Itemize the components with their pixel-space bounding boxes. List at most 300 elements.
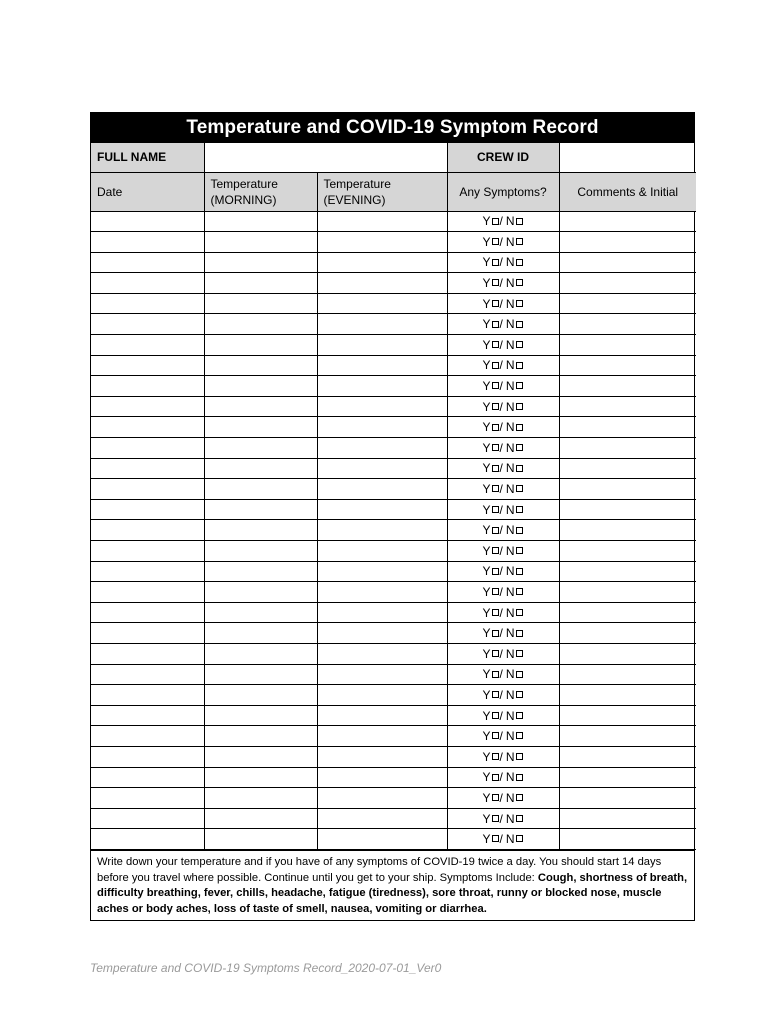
temp-evening-cell[interactable] [317, 499, 447, 520]
no-label: N [505, 523, 515, 538]
yn-separator: / [499, 337, 503, 352]
symptoms-cell [447, 520, 559, 541]
no-label: N [505, 399, 515, 414]
temp-evening-cell[interactable] [317, 252, 447, 273]
no-label: N [505, 502, 515, 517]
no-label: N [505, 749, 515, 764]
temp-evening-cell[interactable] [317, 664, 447, 685]
yes-label: Y [482, 440, 491, 455]
no-checkbox[interactable] [516, 300, 523, 307]
comments-cell[interactable] [559, 808, 696, 829]
no-checkbox[interactable] [516, 506, 523, 513]
date-cell[interactable] [91, 335, 204, 356]
yes-checkbox[interactable] [492, 527, 499, 534]
no-checkbox[interactable] [516, 650, 523, 657]
no-label: N [505, 646, 515, 661]
temp-morning-cell[interactable] [204, 396, 317, 417]
comments-cell[interactable] [559, 582, 696, 603]
yes-label: Y [482, 482, 491, 497]
yn-separator: / [499, 687, 503, 702]
temp-evening-cell[interactable] [317, 726, 447, 747]
date-cell[interactable] [91, 664, 204, 685]
yes-checkbox[interactable] [492, 609, 499, 616]
table-row [91, 376, 696, 397]
no-checkbox[interactable] [516, 527, 523, 534]
no-label: N [505, 543, 515, 558]
temp-evening-cell[interactable] [317, 438, 447, 459]
symptoms-cell [447, 705, 559, 726]
date-cell[interactable] [91, 685, 204, 706]
yn-separator: / [499, 379, 503, 394]
date-cell[interactable] [91, 479, 204, 500]
comments-cell[interactable] [559, 335, 696, 356]
yes-label: Y [482, 502, 491, 517]
temp-morning-cell[interactable] [204, 211, 317, 232]
yes-label: Y [482, 667, 491, 682]
comments-cell[interactable] [559, 376, 696, 397]
yes-checkbox[interactable] [492, 279, 499, 286]
no-label: N [505, 790, 515, 805]
temp-morning-cell[interactable] [204, 520, 317, 541]
comments-cell[interactable] [559, 829, 696, 850]
temp-evening-cell[interactable] [317, 273, 447, 294]
name-row [91, 143, 696, 172]
date-cell[interactable] [91, 293, 204, 314]
yes-checkbox[interactable] [492, 650, 499, 657]
yn-separator: / [499, 214, 503, 229]
comments-cell[interactable] [559, 664, 696, 685]
yes-label: Y [482, 296, 491, 311]
date-cell[interactable] [91, 746, 204, 767]
yn-separator: / [499, 811, 503, 826]
comments-cell[interactable] [559, 643, 696, 664]
temp-morning-cell[interactable] [204, 561, 317, 582]
yn-separator: / [499, 729, 503, 744]
symptoms-cell [447, 602, 559, 623]
col-header-comments: Comments & Initial [559, 172, 696, 211]
date-cell[interactable] [91, 808, 204, 829]
table-row [91, 808, 696, 829]
yes-label: Y [482, 214, 491, 229]
comments-cell[interactable] [559, 396, 696, 417]
no-checkbox[interactable] [516, 774, 523, 781]
table-row [91, 685, 696, 706]
yes-checkbox[interactable] [492, 403, 499, 410]
yes-checkbox[interactable] [492, 321, 499, 328]
table-row [91, 561, 696, 582]
yes-label: Y [482, 749, 491, 764]
table-row [91, 602, 696, 623]
date-cell[interactable] [91, 788, 204, 809]
table-row [91, 499, 696, 520]
comments-cell[interactable] [559, 788, 696, 809]
symptoms-cell [447, 458, 559, 479]
yn-separator: / [499, 564, 503, 579]
date-cell[interactable] [91, 396, 204, 417]
yes-label: Y [482, 420, 491, 435]
symptoms-cell [447, 643, 559, 664]
no-label: N [505, 667, 515, 682]
temp-morning-cell[interactable] [204, 623, 317, 644]
yn-separator: / [499, 440, 503, 455]
no-checkbox[interactable] [516, 485, 523, 492]
no-checkbox[interactable] [516, 671, 523, 678]
table-row [91, 396, 696, 417]
table-row [91, 726, 696, 747]
yn-separator: / [499, 770, 503, 785]
yes-label: Y [482, 729, 491, 744]
date-cell[interactable] [91, 541, 204, 562]
no-checkbox[interactable] [516, 259, 523, 266]
temp-morning-cell[interactable] [204, 746, 317, 767]
no-checkbox[interactable] [516, 279, 523, 286]
yes-checkbox[interactable] [492, 382, 499, 389]
no-label: N [505, 832, 515, 847]
temp-evening-cell[interactable] [317, 396, 447, 417]
temp-evening-cell[interactable] [317, 458, 447, 479]
no-checkbox[interactable] [516, 547, 523, 554]
no-label: N [505, 296, 515, 311]
symptoms-cell [447, 396, 559, 417]
yn-separator: / [499, 502, 503, 517]
symptoms-cell [447, 788, 559, 809]
symptoms-cell [447, 582, 559, 603]
comments-cell[interactable] [559, 252, 696, 273]
comments-cell[interactable] [559, 458, 696, 479]
temp-morning-cell[interactable] [204, 273, 317, 294]
yes-label: Y [482, 770, 491, 785]
temp-evening-cell[interactable] [317, 479, 447, 500]
yn-separator: / [499, 832, 503, 847]
yes-checkbox[interactable] [492, 794, 499, 801]
temp-evening-cell[interactable] [317, 705, 447, 726]
no-checkbox[interactable] [516, 444, 523, 451]
no-checkbox[interactable] [516, 630, 523, 637]
symptoms-cell [447, 623, 559, 644]
comments-cell[interactable] [559, 767, 696, 788]
table-row [91, 520, 696, 541]
temp-morning-cell[interactable] [204, 438, 317, 459]
date-cell[interactable] [91, 829, 204, 850]
yes-checkbox[interactable] [492, 259, 499, 266]
date-cell[interactable] [91, 438, 204, 459]
date-cell[interactable] [91, 643, 204, 664]
yes-label: Y [482, 379, 491, 394]
symptoms-cell [447, 376, 559, 397]
comments-cell[interactable] [559, 355, 696, 376]
date-cell[interactable] [91, 726, 204, 747]
yn-separator: / [499, 523, 503, 538]
no-checkbox[interactable] [516, 218, 523, 225]
temp-morning-cell[interactable] [204, 252, 317, 273]
comments-cell[interactable] [559, 314, 696, 335]
symptoms-cell [447, 479, 559, 500]
temp-morning-cell[interactable] [204, 643, 317, 664]
full-name-field[interactable] [204, 143, 447, 172]
yes-label: Y [482, 399, 491, 414]
no-label: N [505, 255, 515, 270]
temp-evening-cell[interactable] [317, 314, 447, 335]
symptoms-cell [447, 561, 559, 582]
temp-evening-cell[interactable] [317, 788, 447, 809]
table-row [91, 705, 696, 726]
instructions-note [91, 850, 694, 920]
temp-morning-cell[interactable] [204, 685, 317, 706]
table-row [91, 541, 696, 562]
temp-morning-cell[interactable] [204, 417, 317, 438]
comments-cell[interactable] [559, 623, 696, 644]
comments-cell[interactable] [559, 685, 696, 706]
comments-cell[interactable] [559, 520, 696, 541]
date-cell[interactable] [91, 561, 204, 582]
temp-morning-cell[interactable] [204, 314, 317, 335]
temp-morning-cell[interactable] [204, 705, 317, 726]
no-checkbox[interactable] [516, 732, 523, 739]
date-cell[interactable] [91, 705, 204, 726]
comments-cell[interactable] [559, 561, 696, 582]
date-cell[interactable] [91, 458, 204, 479]
temp-morning-cell[interactable] [204, 808, 317, 829]
temp-evening-cell[interactable] [317, 623, 447, 644]
symptoms-cell [447, 541, 559, 562]
no-label: N [505, 379, 515, 394]
table-row [91, 582, 696, 603]
temp-evening-cell[interactable] [317, 355, 447, 376]
crew-id-label: CREW ID [447, 143, 559, 172]
comments-cell[interactable] [559, 479, 696, 500]
no-label: N [505, 337, 515, 352]
no-label: N [505, 584, 515, 599]
yes-checkbox[interactable] [492, 732, 499, 739]
table-row [91, 643, 696, 664]
temp-morning-cell[interactable] [204, 829, 317, 850]
date-cell[interactable] [91, 582, 204, 603]
temp-morning-cell[interactable] [204, 541, 317, 562]
comments-cell[interactable] [559, 273, 696, 294]
yn-separator: / [499, 584, 503, 599]
temp-morning-cell[interactable] [204, 355, 317, 376]
yes-checkbox[interactable] [492, 835, 499, 842]
temp-evening-cell[interactable] [317, 232, 447, 253]
no-checkbox[interactable] [516, 794, 523, 801]
no-checkbox[interactable] [516, 712, 523, 719]
temp-evening-cell[interactable] [317, 582, 447, 603]
yes-checkbox[interactable] [492, 300, 499, 307]
symptoms-cell [447, 314, 559, 335]
table-row [91, 273, 696, 294]
no-checkbox[interactable] [516, 238, 523, 245]
yn-separator: / [499, 626, 503, 641]
symptoms-cell [447, 273, 559, 294]
symptoms-cell [447, 252, 559, 273]
table-row [91, 314, 696, 335]
no-checkbox[interactable] [516, 362, 523, 369]
symptoms-cell [447, 232, 559, 253]
no-checkbox[interactable] [516, 403, 523, 410]
no-checkbox[interactable] [516, 609, 523, 616]
temp-evening-cell[interactable] [317, 643, 447, 664]
comments-cell[interactable] [559, 541, 696, 562]
yn-separator: / [499, 646, 503, 661]
table-row [91, 458, 696, 479]
comments-cell[interactable] [559, 705, 696, 726]
comments-cell[interactable] [559, 602, 696, 623]
date-cell[interactable] [91, 252, 204, 273]
no-label: N [505, 626, 515, 641]
col-header-temp-evening [317, 172, 447, 211]
symptoms-cell [447, 211, 559, 232]
temp-morning-cell[interactable] [204, 479, 317, 500]
yes-checkbox[interactable] [492, 465, 499, 472]
symptoms-cell [447, 829, 559, 850]
no-checkbox[interactable] [516, 321, 523, 328]
no-label: N [505, 358, 515, 373]
no-checkbox[interactable] [516, 835, 523, 842]
yn-separator: / [499, 317, 503, 332]
date-cell[interactable] [91, 211, 204, 232]
yes-checkbox[interactable] [492, 444, 499, 451]
no-checkbox[interactable] [516, 382, 523, 389]
comments-cell[interactable] [559, 726, 696, 747]
temp-morning-cell[interactable] [204, 788, 317, 809]
yes-label: Y [482, 605, 491, 620]
yes-checkbox[interactable] [492, 568, 499, 575]
yes-checkbox[interactable] [492, 774, 499, 781]
temp-evening-cell[interactable] [317, 520, 447, 541]
date-cell[interactable] [91, 623, 204, 644]
comments-cell[interactable] [559, 746, 696, 767]
yes-label: Y [482, 358, 491, 373]
date-cell[interactable] [91, 232, 204, 253]
yes-checkbox[interactable] [492, 630, 499, 637]
temp-morning-cell[interactable] [204, 376, 317, 397]
temp-evening-cell[interactable] [317, 808, 447, 829]
yes-label: Y [482, 626, 491, 641]
yes-checkbox[interactable] [492, 547, 499, 554]
symptoms-cell [447, 293, 559, 314]
comments-cell[interactable] [559, 293, 696, 314]
yes-checkbox[interactable] [492, 753, 499, 760]
temp-evening-cell[interactable] [317, 685, 447, 706]
no-label: N [505, 276, 515, 291]
date-cell[interactable] [91, 417, 204, 438]
temp-morning-cell[interactable] [204, 335, 317, 356]
yes-checkbox[interactable] [492, 485, 499, 492]
temp-evening-cell[interactable] [317, 541, 447, 562]
table-row [91, 788, 696, 809]
temp-evening-cell[interactable] [317, 376, 447, 397]
yn-separator: / [499, 255, 503, 270]
yes-checkbox[interactable] [492, 238, 499, 245]
record-table [91, 143, 696, 850]
date-cell[interactable] [91, 355, 204, 376]
comments-cell[interactable] [559, 232, 696, 253]
date-cell[interactable] [91, 767, 204, 788]
date-cell[interactable] [91, 602, 204, 623]
temp-morning-cell[interactable] [204, 767, 317, 788]
temp-evening-cell[interactable] [317, 602, 447, 623]
temp-morning-cell[interactable] [204, 458, 317, 479]
yes-label: Y [482, 564, 491, 579]
temp-morning-cell[interactable] [204, 232, 317, 253]
comments-cell[interactable] [559, 211, 696, 232]
table-row [91, 664, 696, 685]
temp-evening-cell[interactable] [317, 561, 447, 582]
temp-morning-cell[interactable] [204, 664, 317, 685]
no-label: N [505, 420, 515, 435]
document-footer: Temperature and COVID-19 Symptoms Record_2020-07-01_Ver0 [90, 961, 442, 975]
temp-morning-cell[interactable] [204, 602, 317, 623]
table-row [91, 232, 696, 253]
symptoms-cell [447, 746, 559, 767]
no-checkbox[interactable] [516, 568, 523, 575]
yes-checkbox[interactable] [492, 815, 499, 822]
comments-cell[interactable] [559, 499, 696, 520]
symptoms-cell [447, 726, 559, 747]
date-cell[interactable] [91, 376, 204, 397]
yn-separator: / [499, 708, 503, 723]
yn-separator: / [499, 543, 503, 558]
comments-cell[interactable] [559, 438, 696, 459]
no-checkbox[interactable] [516, 691, 523, 698]
yn-separator: / [499, 399, 503, 414]
no-checkbox[interactable] [516, 465, 523, 472]
yes-label: Y [482, 543, 491, 558]
no-checkbox[interactable] [516, 588, 523, 595]
temp-evening-cell[interactable] [317, 746, 447, 767]
symptoms-cell [447, 808, 559, 829]
yes-checkbox[interactable] [492, 691, 499, 698]
temp-morning-cell[interactable] [204, 499, 317, 520]
temp-evening-cell[interactable] [317, 211, 447, 232]
symptoms-cell [447, 767, 559, 788]
temp-evening-cell[interactable] [317, 829, 447, 850]
no-checkbox[interactable] [516, 753, 523, 760]
yes-checkbox[interactable] [492, 424, 499, 431]
yes-checkbox[interactable] [492, 506, 499, 513]
temp-evening-cell[interactable] [317, 767, 447, 788]
yes-checkbox[interactable] [492, 341, 499, 348]
temp-morning-cell[interactable] [204, 293, 317, 314]
col-header-symptoms: Any Symptoms? [447, 172, 559, 211]
symptoms-cell [447, 664, 559, 685]
date-cell[interactable] [91, 499, 204, 520]
yes-checkbox[interactable] [492, 218, 499, 225]
date-cell[interactable] [91, 273, 204, 294]
comments-cell[interactable] [559, 417, 696, 438]
yes-label: Y [482, 523, 491, 538]
date-cell[interactable] [91, 314, 204, 335]
crew-id-field[interactable] [559, 143, 696, 172]
temp-evening-cell[interactable] [317, 293, 447, 314]
no-checkbox[interactable] [516, 815, 523, 822]
temp-morning-cell[interactable] [204, 582, 317, 603]
col-header-temp-morning-line2: (MORNING) [210, 192, 277, 207]
no-checkbox[interactable] [516, 424, 523, 431]
temp-evening-cell[interactable] [317, 417, 447, 438]
yes-checkbox[interactable] [492, 671, 499, 678]
no-label: N [505, 317, 515, 332]
yes-checkbox[interactable] [492, 712, 499, 719]
temp-evening-cell[interactable] [317, 335, 447, 356]
symptoms-cell [447, 685, 559, 706]
date-cell[interactable] [91, 520, 204, 541]
temp-morning-cell[interactable] [204, 726, 317, 747]
yes-checkbox[interactable] [492, 588, 499, 595]
col-header-temp-evening-line1: Temperature [323, 176, 391, 191]
yes-checkbox[interactable] [492, 362, 499, 369]
no-checkbox[interactable] [516, 341, 523, 348]
